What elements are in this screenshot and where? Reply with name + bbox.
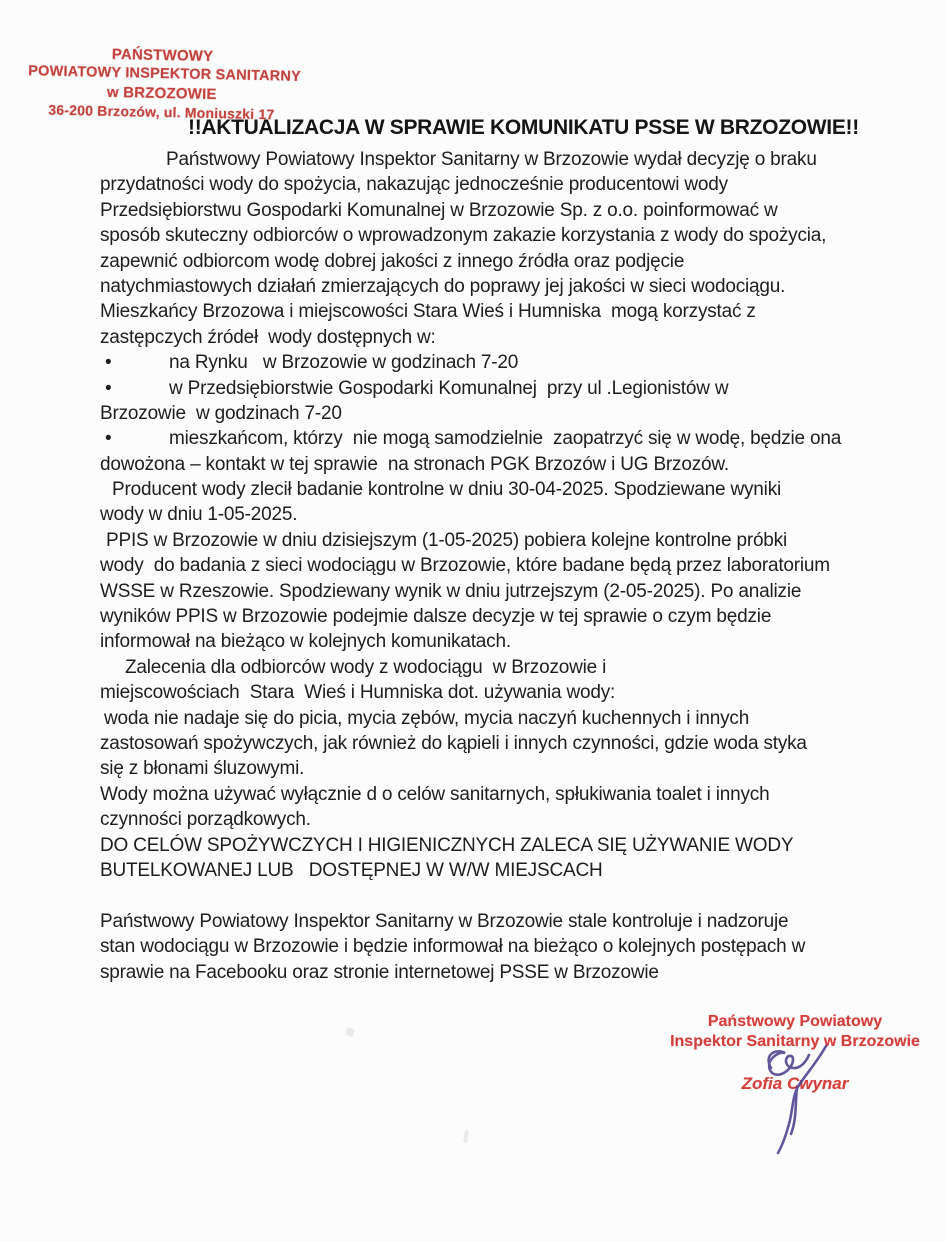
text-line: wody w dniu 1-05-2025. <box>100 504 298 526</box>
text-line: informował na bieżąco w kolejnych komunikatach. <box>100 631 511 653</box>
stamp-line: PAŃSTWOWY <box>111 45 214 66</box>
text-line: sposób skuteczny odbiorców o wprowadzonym zakazie korzystania z wody do spożycia, <box>100 225 827 247</box>
bullet-icon: • <box>105 352 112 374</box>
text-line: zapewnić odbiorcom wodę dobrej jakości z innego źródła oraz podjęcie <box>100 250 685 272</box>
handwritten-signature-ink <box>733 1040 863 1158</box>
text-line: Przedsiębiorstwu Gospodarki Komunalnej w Brzozowie Sp. z o.o. poinformować w <box>100 199 778 221</box>
text-line: Państwowy Powiatowy Inspektor Sanitarny w Brzozowie wydał decyzję o braku <box>166 149 817 170</box>
text-line: Zalecenia dla odbiorców wody z wodociągu w Brzozowie i <box>125 656 607 678</box>
text-line: miejscowościach Stara Wieś i Humniska dot. używania wody: <box>100 682 616 704</box>
text-line: wyników PPIS w Brzozowie podejmie dalsze decyzje w tej sprawie o czym będzie <box>100 606 772 628</box>
text-line: woda nie nadaje się do picia, mycia zębów, mycia naczyń kuchennych i innych <box>104 707 750 729</box>
office-stamp <box>27 43 302 125</box>
stamp-line: w BRZOZOWIE <box>106 83 217 104</box>
text-line: PPIS w Brzozowie w dniu dzisiejszym (1-05-2025) pobiera kolejne kontrolne próbki <box>106 529 787 551</box>
scan-artifact <box>345 1027 355 1037</box>
text-line: zastosowań spożywczych, jak również do kąpieli i innych czynności, gdzie woda styka <box>100 732 807 754</box>
text-line: Brzozowie w godzinach 7-20 <box>100 402 342 424</box>
bullet-list-item <box>100 426 924 451</box>
bullet-icon: • <box>105 428 112 450</box>
text-line: WSSE w Rzeszowie. Spodziewany wynik w dniu jutrzejszym (2-05-2025). Po analizie <box>100 580 802 602</box>
text-line: BUTELKOWANEJ LUB DOSTĘPNEJ W W/W MIEJSCACH <box>100 859 603 881</box>
text-line: DO CELÓW SPOŻYWCZYCH I HIGIENICZNYCH ZALECA SIĘ UŻYWANIE WODY <box>100 834 794 856</box>
stamp-line: Inspektor Sanitarny w Brzozowie <box>670 1033 920 1050</box>
bullet-icon: • <box>105 377 112 399</box>
text-line: przydatności wody do spożycia, nakazując jednocześnie producentowi wody <box>100 174 728 196</box>
text-line: Producent wody zlecił badanie kontrolne w dniu 30-04-2025. Spodziewane wyniki <box>112 479 782 501</box>
text-line: Mieszkańcy Brzozowa i miejscowości Stara Wieś i Humniska mogą korzystać z <box>100 301 756 323</box>
stamp-line: Państwowy Powiatowy <box>707 1013 883 1030</box>
paragraph-gap <box>100 883 924 908</box>
signer-name: Zofia Cwynar <box>741 1074 849 1093</box>
stamp-line: POWIATOWY INSPEKTOR SANITARNY <box>28 63 302 85</box>
text-line: w Przedsiębiorstwie Gospodarki Komunalnej przy ul .Legionistów w <box>169 377 729 399</box>
document-title: !!AKTUALIZACJA W SPRAWIE KOMUNIKATU PSSE W BRZOZOWIE!! <box>188 116 859 139</box>
text-line: mieszkańcom, którzy nie mogą samodzielnie zaopatrzyć się w wodę, będzie ona <box>169 428 842 450</box>
text-line: na Rynku w Brzozowie w godzinach 7-20 <box>169 352 519 374</box>
text-line: Wody można używać wyłącznie d o celów sanitarnych, spłukiwania toalet i innych <box>100 783 770 805</box>
bullet-list-item <box>100 376 924 401</box>
text-line: zastępczych źródeł wody dostępnych w: <box>100 326 436 348</box>
stamp-line: 36-200 Brzozów, ul. Moniuszki 17 <box>48 101 275 123</box>
document-body <box>100 147 924 985</box>
text-line: sprawie na Facebooku oraz stronie internetowej PSSE w Brzozowie <box>100 961 659 983</box>
bullet-list-item <box>100 350 924 375</box>
text-line: natychmiastowych działań zmierzających do poprawy jej jakości w sieci wodociągu. <box>100 275 786 297</box>
text-line: czynności porządkowych. <box>100 809 311 831</box>
text-line: się z błonami śluzowymi. <box>100 758 305 780</box>
scan-artifact <box>463 1130 469 1143</box>
text-line: Państwowy Powiatowy Inspektor Sanitarny w Brzozowie stale kontroluje i nadzoruje <box>100 910 789 932</box>
text-line: stan wodociągu w Brzozowie i będzie informował na bieżąco o kolejnych postępach w <box>100 936 806 958</box>
text-line: wody do badania z sieci wodociągu w Brzozowie, które badane będą przez laboratorium <box>100 555 830 577</box>
text-line: dowożona – kontakt w tej sprawie na stronach PGK Brzozów i UG Brzozów. <box>100 453 729 475</box>
